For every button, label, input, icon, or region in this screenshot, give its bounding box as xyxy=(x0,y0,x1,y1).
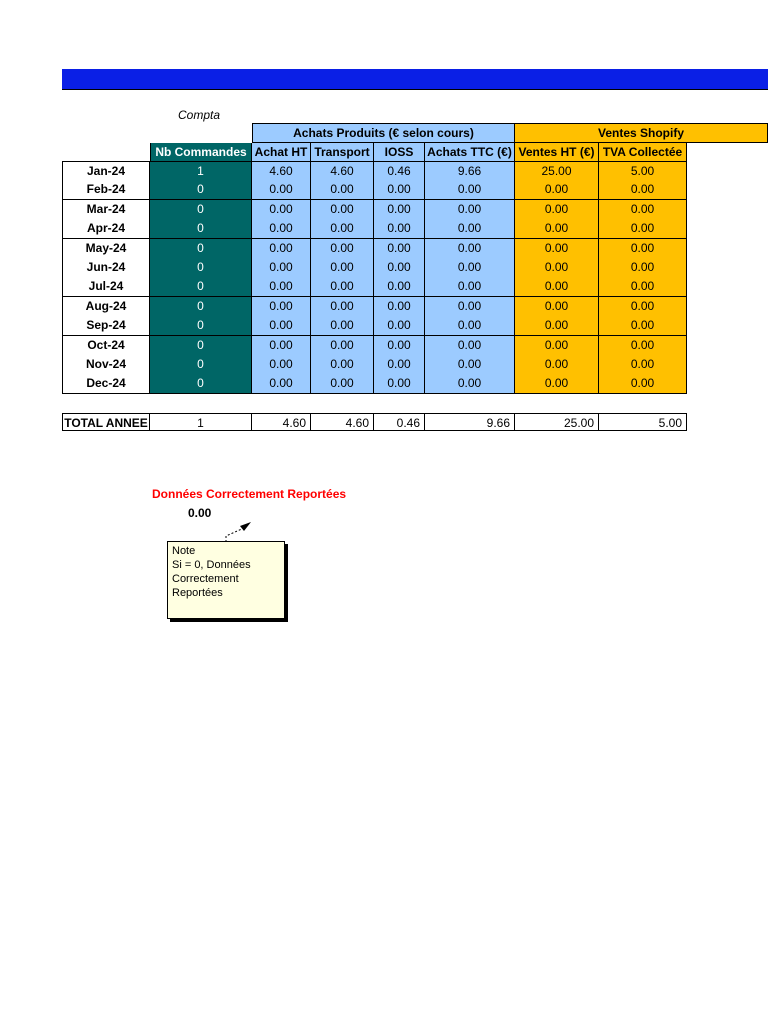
col-header-transport[interactable]: Transport xyxy=(311,143,374,162)
data-cell-ioss[interactable]: 0.00 xyxy=(374,180,425,200)
data-cell-nb[interactable]: 0 xyxy=(150,336,252,356)
data-cell-nb[interactable]: 0 xyxy=(150,316,252,336)
row-month-cell[interactable]: Nov-24 xyxy=(62,355,150,375)
data-cell-transport[interactable]: 0.00 xyxy=(311,316,374,336)
data-cell-ioss[interactable]: 0.00 xyxy=(374,297,425,317)
group-header-ventes[interactable]: Ventes Shopify xyxy=(515,123,768,143)
data-cell-achats-ttc[interactable]: 0.00 xyxy=(425,336,515,356)
row-month-cell[interactable]: Jun-24 xyxy=(62,258,150,278)
data-cell-ioss[interactable]: 0.00 xyxy=(374,336,425,356)
data-cell-achat-ht[interactable]: 4.60 xyxy=(252,161,311,181)
note-line: Si = 0, Données xyxy=(172,559,251,571)
data-cell-tva[interactable]: 0.00 xyxy=(599,297,687,317)
row-month-cell[interactable]: Mar-24 xyxy=(62,200,150,220)
data-cell-achat-ht[interactable]: 0.00 xyxy=(252,180,311,200)
total-cell-transport[interactable]: 4.60 xyxy=(311,413,374,431)
data-cell-achats-ttc[interactable]: 0.00 xyxy=(425,200,515,220)
data-cell-achat-ht[interactable]: 0.00 xyxy=(252,297,311,317)
data-cell-ioss[interactable]: 0.00 xyxy=(374,219,425,239)
data-cell-ventes-ht[interactable]: 0.00 xyxy=(515,200,599,220)
col-header-ioss[interactable]: IOSS xyxy=(374,143,425,162)
data-cell-transport[interactable]: 4.60 xyxy=(311,161,374,181)
data-cell-ioss[interactable]: 0.00 xyxy=(374,239,425,259)
data-cell-transport[interactable]: 0.00 xyxy=(311,219,374,239)
data-cell-ventes-ht[interactable]: 0.00 xyxy=(515,336,599,356)
data-cell-tva[interactable]: 0.00 xyxy=(599,258,687,278)
row-month-cell[interactable]: Apr-24 xyxy=(62,219,150,239)
data-cell-transport[interactable]: 0.00 xyxy=(311,336,374,356)
data-cell-nb[interactable]: 0 xyxy=(150,219,252,239)
total-cell-nb[interactable]: 1 xyxy=(150,413,252,431)
total-cell-ventes-ht[interactable]: 25.00 xyxy=(515,413,599,431)
col-header-nb-commandes[interactable]: Nb Commandes xyxy=(150,143,252,162)
data-cell-tva[interactable]: 0.00 xyxy=(599,336,687,356)
col-header-achats-ttc[interactable]: Achats TTC (€) xyxy=(425,143,515,162)
data-cell-nb[interactable]: 0 xyxy=(150,239,252,259)
data-cell-achats-ttc[interactable]: 9.66 xyxy=(425,161,515,181)
data-cell-achat-ht[interactable]: 0.00 xyxy=(252,316,311,336)
data-cell-ventes-ht[interactable]: 0.00 xyxy=(515,180,599,200)
data-cell-nb[interactable]: 0 xyxy=(150,258,252,278)
data-cell-achats-ttc[interactable]: 0.00 xyxy=(425,239,515,259)
total-cell-achats-ttc[interactable]: 9.66 xyxy=(425,413,515,431)
data-cell-nb[interactable]: 1 xyxy=(150,161,252,181)
data-cell-achats-ttc[interactable]: 0.00 xyxy=(425,355,515,375)
data-cell-transport[interactable]: 0.00 xyxy=(311,297,374,317)
data-cell-achats-ttc[interactable]: 0.00 xyxy=(425,316,515,336)
data-cell-tva[interactable]: 0.00 xyxy=(599,316,687,336)
data-cell-achat-ht[interactable]: 0.00 xyxy=(252,239,311,259)
data-cell-achat-ht[interactable]: 0.00 xyxy=(252,258,311,278)
row-month-cell[interactable]: Dec-24 xyxy=(62,374,150,394)
col-header-achat-ht[interactable]: Achat HT xyxy=(252,143,311,162)
data-cell-achats-ttc[interactable]: 0.00 xyxy=(425,374,515,394)
data-cell-ioss[interactable]: 0.46 xyxy=(374,161,425,181)
data-cell-ventes-ht[interactable]: 0.00 xyxy=(515,219,599,239)
col-header-ventes-ht[interactable]: Ventes HT (€) xyxy=(515,143,599,162)
data-cell-tva[interactable]: 0.00 xyxy=(599,219,687,239)
data-cell-ioss[interactable]: 0.00 xyxy=(374,355,425,375)
data-cell-achat-ht[interactable]: 0.00 xyxy=(252,355,311,375)
col-header-tva-collectee[interactable]: TVA Collectée xyxy=(599,143,687,162)
data-cell-ventes-ht[interactable]: 0.00 xyxy=(515,355,599,375)
data-cell-ioss[interactable]: 0.00 xyxy=(374,200,425,220)
note-line: Note xyxy=(172,545,196,557)
data-cell-transport[interactable]: 0.00 xyxy=(311,180,374,200)
total-label[interactable]: TOTAL ANNEE xyxy=(62,413,150,431)
data-cell-tva[interactable]: 0.00 xyxy=(599,239,687,259)
data-cell-nb[interactable]: 0 xyxy=(150,200,252,220)
data-cell-achats-ttc[interactable]: 0.00 xyxy=(425,219,515,239)
check-label: Données Correctement Reportées xyxy=(152,487,347,501)
row-month-cell[interactable]: Sep-24 xyxy=(62,316,150,336)
row-month-cell[interactable]: May-24 xyxy=(62,239,150,259)
group-header-achats[interactable]: Achats Produits (€ selon cours) xyxy=(252,123,515,143)
data-cell-transport[interactable]: 0.00 xyxy=(311,258,374,278)
data-cell-ventes-ht[interactable]: 0.00 xyxy=(515,258,599,278)
row-month-cell[interactable]: Jan-24 xyxy=(62,161,150,181)
data-cell-tva[interactable]: 0.00 xyxy=(599,355,687,375)
total-cell-tva[interactable]: 5.00 xyxy=(599,413,687,431)
data-cell-achat-ht[interactable]: 0.00 xyxy=(252,374,311,394)
data-cell-nb[interactable]: 0 xyxy=(150,277,252,297)
cell-note[interactable] xyxy=(167,541,285,619)
data-cell-achat-ht[interactable]: 0.00 xyxy=(252,219,311,239)
data-cell-ioss[interactable]: 0.00 xyxy=(374,277,425,297)
data-cell-achats-ttc[interactable]: 0.00 xyxy=(425,180,515,200)
total-cell-ioss[interactable]: 0.46 xyxy=(374,413,425,431)
note-line: Reportées xyxy=(172,587,223,599)
data-cell-achat-ht[interactable]: 0.00 xyxy=(252,277,311,297)
data-cell-nb[interactable]: 0 xyxy=(150,180,252,200)
row-month-cell[interactable]: Aug-24 xyxy=(62,297,150,317)
data-cell-transport[interactable]: 0.00 xyxy=(311,374,374,394)
data-cell-transport[interactable]: 0.00 xyxy=(311,355,374,375)
total-cell-achat-ht[interactable]: 4.60 xyxy=(252,413,311,431)
data-cell-achats-ttc[interactable]: 0.00 xyxy=(425,297,515,317)
compta-label: Compta xyxy=(178,108,221,122)
data-cell-ventes-ht[interactable]: 0.00 xyxy=(515,277,599,297)
data-cell-tva[interactable]: 0.00 xyxy=(599,374,687,394)
data-cell-ventes-ht[interactable]: 25.00 xyxy=(515,161,599,181)
data-cell-achat-ht[interactable]: 0.00 xyxy=(252,336,311,356)
data-cell-transport[interactable]: 0.00 xyxy=(311,200,374,220)
data-cell-achat-ht[interactable]: 0.00 xyxy=(252,200,311,220)
data-cell-ventes-ht[interactable]: 0.00 xyxy=(515,316,599,336)
data-cell-ioss[interactable]: 0.00 xyxy=(374,258,425,278)
data-cell-ioss[interactable]: 0.00 xyxy=(374,374,425,394)
title-bar xyxy=(62,69,768,90)
data-cell-achats-ttc[interactable]: 0.00 xyxy=(425,277,515,297)
data-cell-ioss[interactable]: 0.00 xyxy=(374,316,425,336)
data-cell-tva[interactable]: 0.00 xyxy=(599,200,687,220)
data-cell-ventes-ht[interactable]: 0.00 xyxy=(515,374,599,394)
data-cell-nb[interactable]: 0 xyxy=(150,297,252,317)
data-cell-ventes-ht[interactable]: 0.00 xyxy=(515,239,599,259)
data-cell-tva[interactable]: 0.00 xyxy=(599,180,687,200)
row-month-cell[interactable]: Jul-24 xyxy=(62,277,150,297)
data-cell-tva[interactable]: 0.00 xyxy=(599,277,687,297)
data-cell-transport[interactable]: 0.00 xyxy=(311,239,374,259)
data-cell-achats-ttc[interactable]: 0.00 xyxy=(425,258,515,278)
check-value[interactable]: 0.00 xyxy=(188,506,212,520)
data-cell-tva[interactable]: 5.00 xyxy=(599,161,687,181)
data-cell-ventes-ht[interactable]: 0.00 xyxy=(515,297,599,317)
row-month-cell[interactable]: Feb-24 xyxy=(62,180,150,200)
note-line: Correctement xyxy=(172,573,239,585)
data-cell-nb[interactable]: 0 xyxy=(150,355,252,375)
data-cell-transport[interactable]: 0.00 xyxy=(311,277,374,297)
data-cell-nb[interactable]: 0 xyxy=(150,374,252,394)
row-month-cell[interactable]: Oct-24 xyxy=(62,336,150,356)
